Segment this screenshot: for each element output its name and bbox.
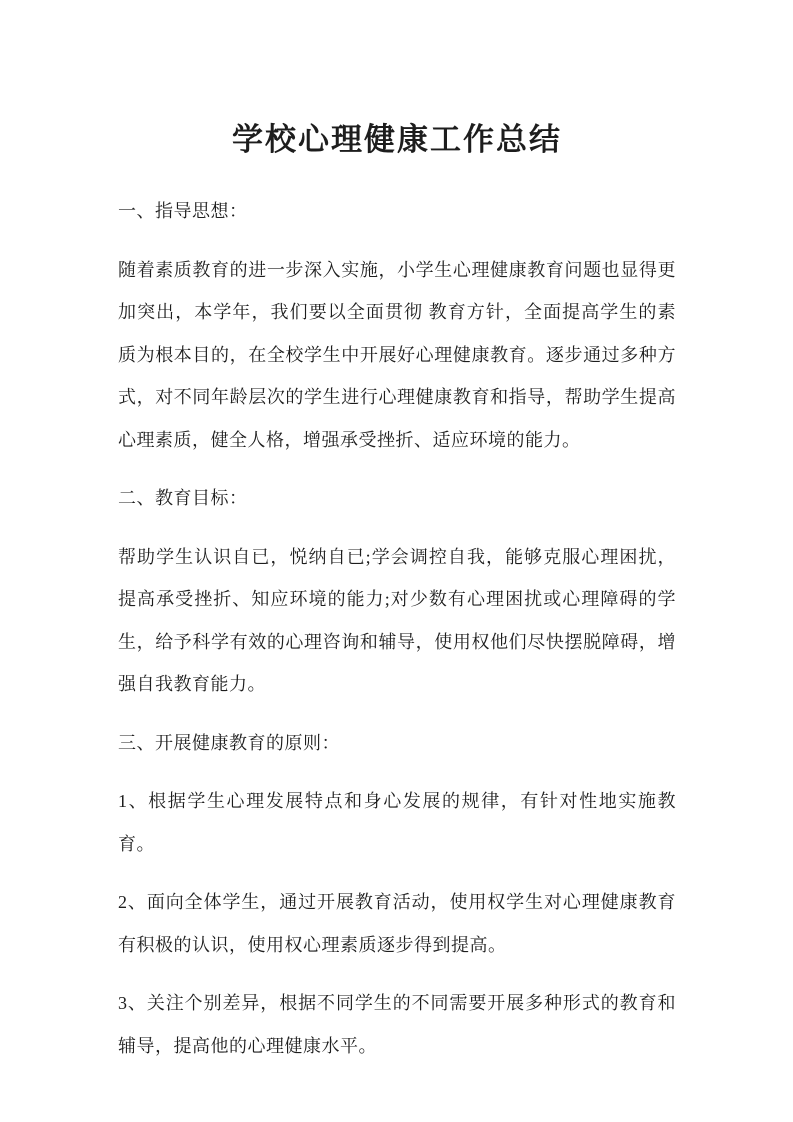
document-body xyxy=(118,190,676,1067)
paragraph: 1、根据学生心理发展特点和身心发展的规律，有针对性地实施教育。 xyxy=(118,791,676,854)
paragraph: 3、关注个别差异，根据不同学生的不同需要开展多种形式的教育和辅导，提高他的心理健康水平。 xyxy=(118,993,676,1056)
section-heading: 一、指导思想： xyxy=(118,201,248,221)
section-heading: 三、开展健康教育的原则： xyxy=(118,732,340,753)
section-heading: 二、教育目标： xyxy=(118,488,248,508)
paragraph: 随着素质教育的进一步深入实施，小学生心理健康教育问题也显得更加突出，本学年，我们要以全面贯彻 教育方针，全面提高学生的素质为根本目的，在全校学生中开展好心理健康教育。逐步通过多种方式，对不同年龄层次的学生进行心理健康教育和指导，帮助学生提高心理素质，健全人格，增强承受挫折、适应环境的能力。 xyxy=(118,259,676,450)
paragraph: 帮助学生认识自已，悦纳自已;学会调控自我，能够克服心理困扰，提高承受挫折、知应环境的能力;对少数有心理困扰或心理障碍的学生，给予科学有效的心理咨询和辅导，使用权他们尽快摆脱障碍，增强自我教育能力。 xyxy=(118,546,676,694)
document-title: 学校心理健康工作总结 xyxy=(232,122,562,157)
paragraph: 2、面向全体学生，通过开展教育活动，使用权学生对心理健康教育有积极的认识，使用权心理素质逐步得到提高。 xyxy=(118,892,676,955)
